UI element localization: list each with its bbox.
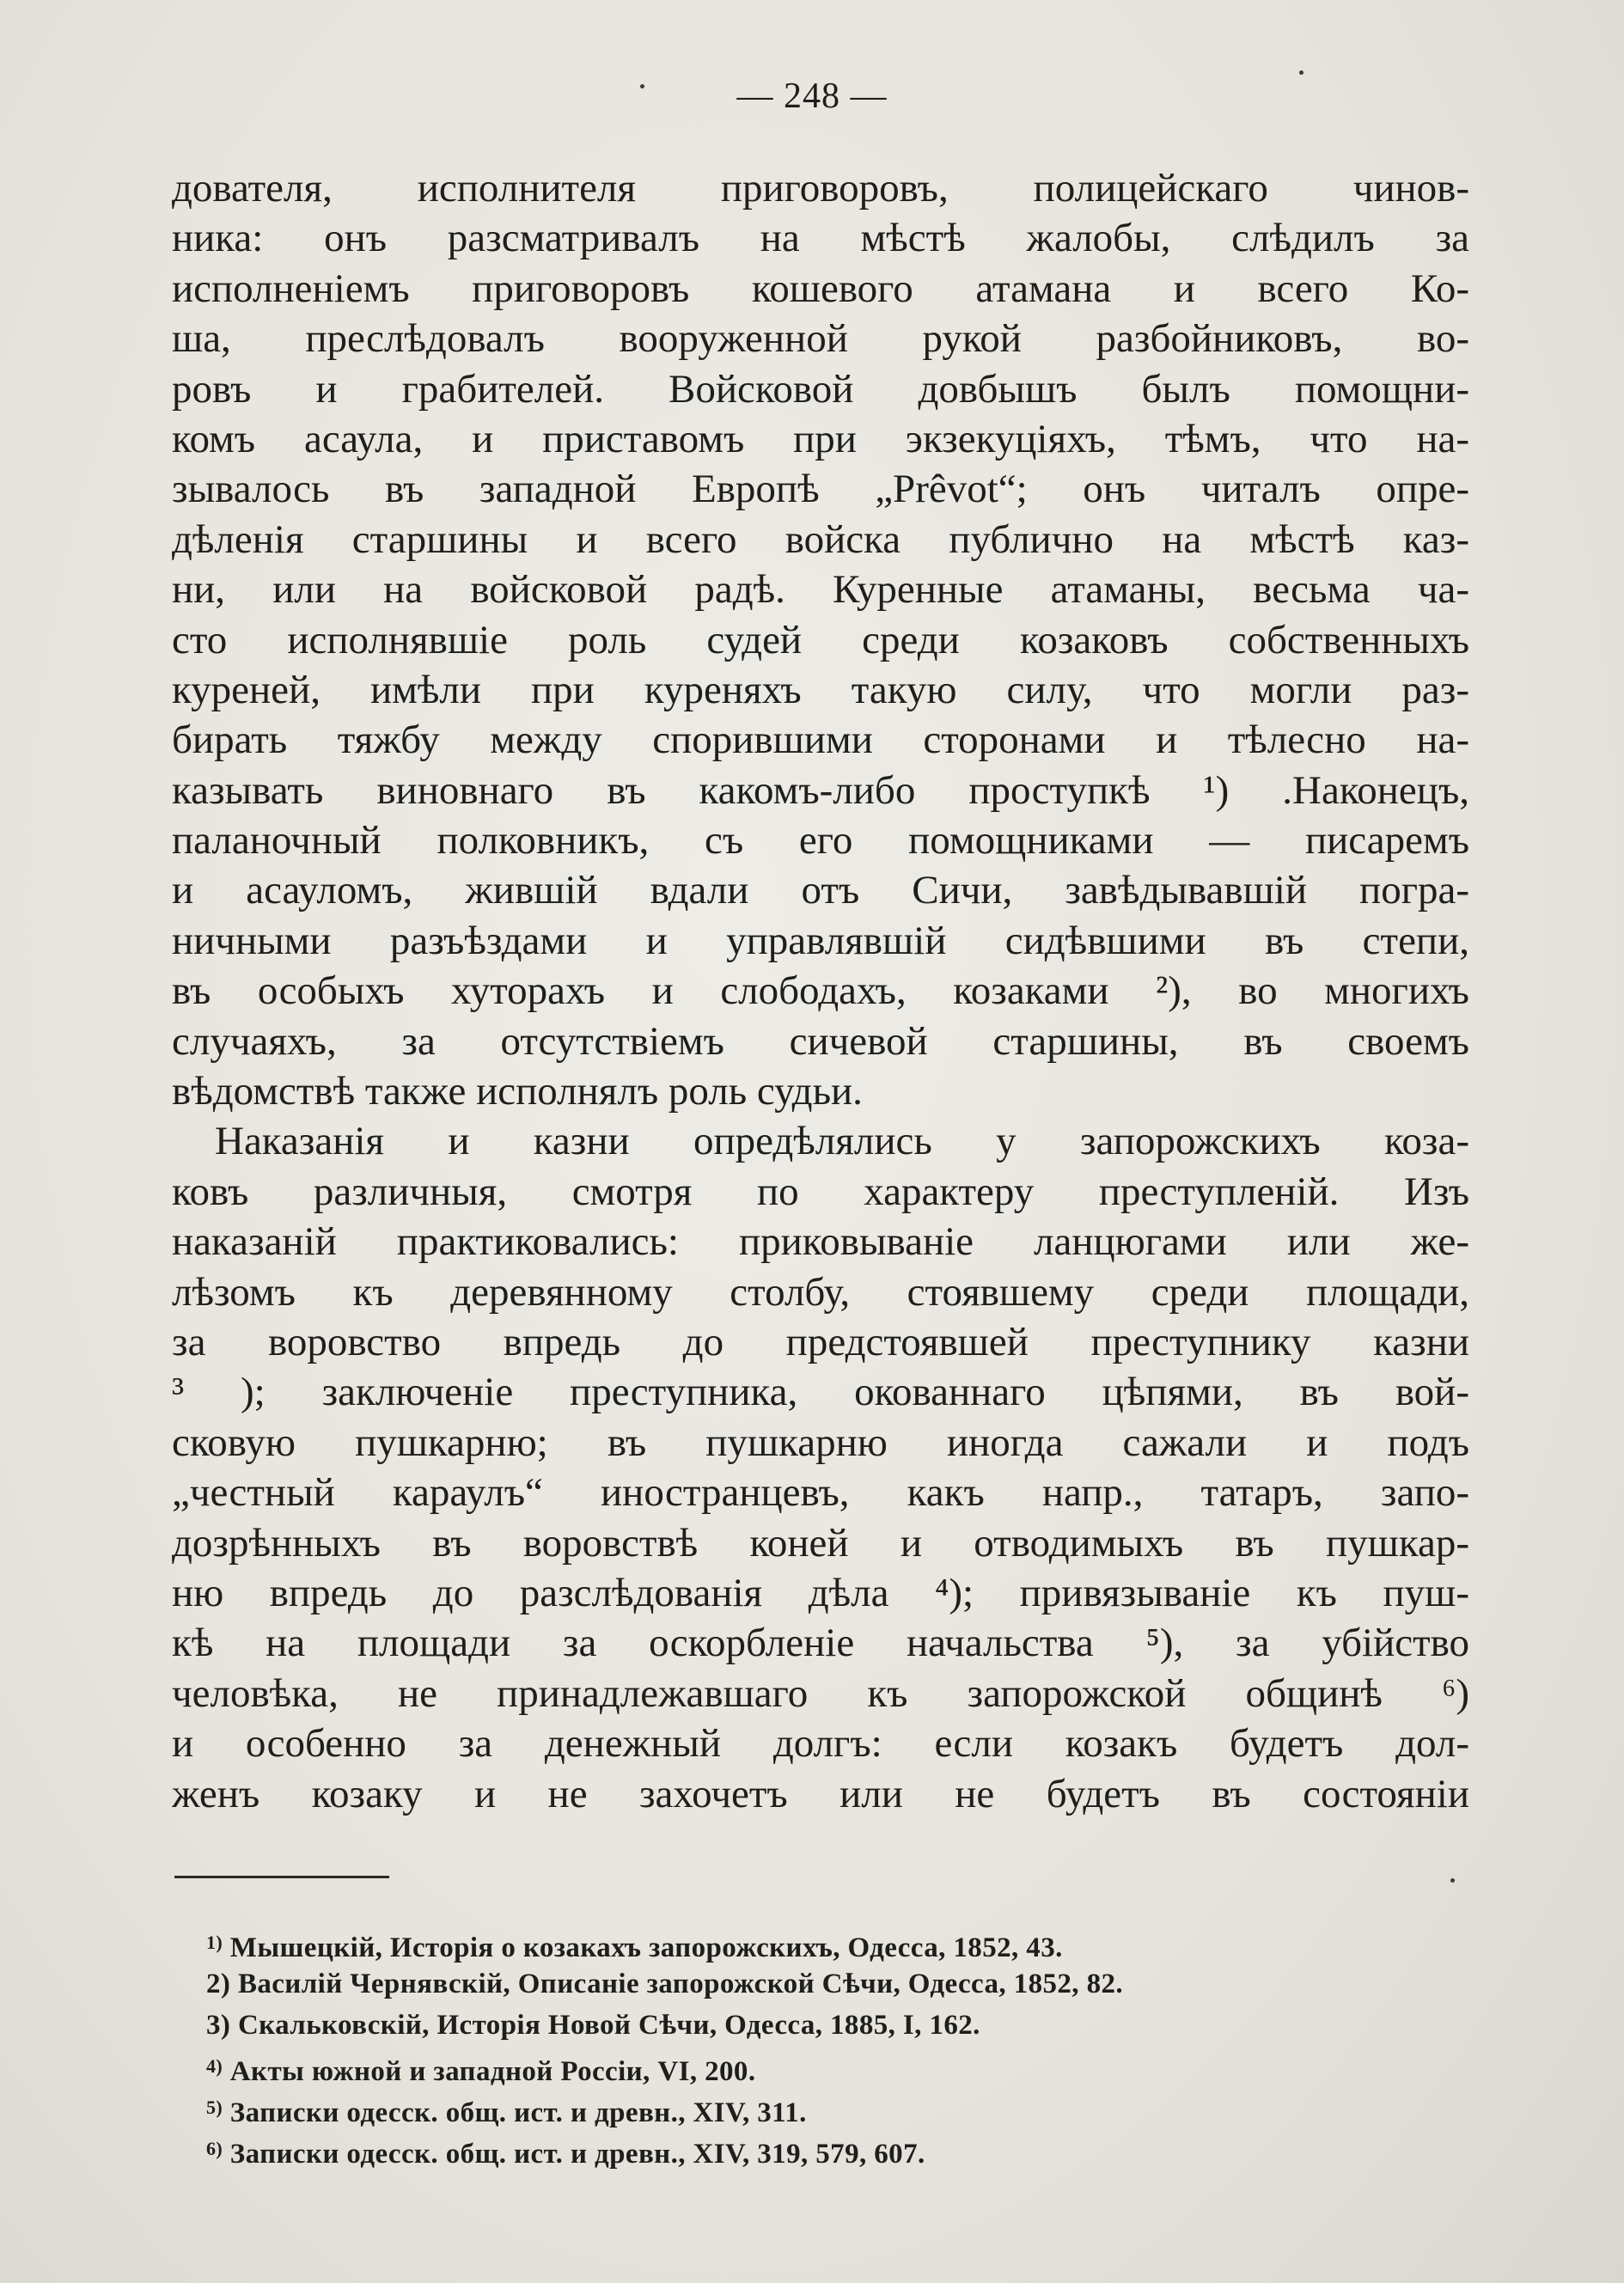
paragraph-end-line: вѣдомствѣ также исполнялъ роль судьи.	[172, 1069, 863, 1114]
footnote-text: Записки одесск. общ. ист. и древн., XIV, 319, 579, 607.	[229, 2139, 925, 2170]
body-text	[172, 163, 1469, 1819]
footnote-text: Василій Чернявскій, Описаніе запорожской Сѣчи, Одесса, 1852, 82.	[237, 1969, 1124, 1999]
text-line: исполненіемъ приговоровъ кошевого атамана и всего Ко-	[172, 266, 1469, 311]
text-line: ника: онъ разсматривалъ на мѣстѣ жалобы, слѣдилъ за	[172, 216, 1469, 261]
footnote	[206, 2005, 1409, 2046]
text-line: ню впредь до разслѣдованія дѣла ⁴); привязываніе къ пуш-	[172, 1570, 1469, 1615]
footnote-mark: 6)	[206, 2138, 223, 2159]
footnote	[206, 2128, 1409, 2170]
text-line: и особенно за денежный долгъ: если козакъ будетъ дол-	[172, 1721, 1469, 1767]
text-line: лѣзомъ къ деревянному столбу, стоявшему среди площади,	[172, 1269, 1469, 1315]
footnotes	[206, 1922, 1409, 2170]
text-line: дователя, исполнителя приговоровъ, полицейскаго чинов-	[172, 166, 1469, 211]
footnote-mark: 1)	[206, 1932, 223, 1953]
text-line: ша, преслѣдовалъ вооруженной рукой разбойниковъ, во-	[172, 316, 1469, 362]
text-line: въ особыхъ хуторахъ и слободахъ, козаками ²), во многихъ	[172, 968, 1469, 1014]
text-line: паланочный полковникъ, съ его помощниками — писаремъ	[172, 818, 1469, 864]
paper-speck	[640, 84, 644, 89]
text-line: сто исполнявшіе роль судей среди козаковъ собственныхъ	[172, 617, 1469, 662]
text-line: дозрѣнныхъ въ воровствѣ коней и отводимыхъ въ пушкар-	[172, 1520, 1469, 1566]
text-line: куреней, имѣли при куреняхъ такую силу, что могли раз-	[172, 667, 1469, 712]
text-line: человѣка, не принадлежавшаго къ запорожской общинѣ ⁶)	[172, 1670, 1469, 1716]
text-line: ковъ различныя, смотря по характеру преступленій. Изъ	[172, 1169, 1469, 1214]
footnote-mark: 2)	[206, 1969, 231, 1999]
text-line: за воровство впредь до предстоявшей преступнику казни	[172, 1319, 1469, 1364]
text-line: бирать тяжбу между спорившими сторонами и тѣлесно на-	[172, 717, 1469, 763]
text-line: ни, или на войсковой радѣ. Куренные атаманы, весьма ча-	[172, 567, 1469, 613]
footnote-mark: 4)	[206, 2055, 223, 2077]
text-line: сковую пушкарню; въ пушкарню иногда сажали и подъ	[172, 1419, 1469, 1465]
footnote	[206, 2087, 1409, 2128]
footnote-text: Скальковскій, Исторія Новой Сѣчи, Одесса, 1885, I, 162.	[237, 2010, 980, 2041]
footnote	[206, 1963, 1409, 2005]
footnote	[206, 1922, 1409, 1963]
footnote-mark: 5)	[206, 2097, 223, 2118]
text-line: дѣленія старшины и всего войска публично на мѣстѣ каз-	[172, 516, 1469, 562]
footnote-text: Мышецкій, Исторія о козакахъ запорожскихъ, Одесса, 1852, 43.	[229, 1932, 1063, 1963]
text-line: женъ козаку и не захочетъ или не будетъ въ состояніи	[172, 1771, 1469, 1816]
text-line: зывалось въ западной Европѣ „Prêvot“; онъ читалъ опре-	[172, 467, 1469, 512]
text-line: случаяхъ, за отсутствіемъ сичевой старшины, въ своемъ	[172, 1018, 1469, 1064]
text-line: „честный караулъ“ иностранцевъ, какъ напр., татаръ, запо-	[172, 1470, 1469, 1516]
paper-speck	[1450, 1878, 1455, 1883]
footnote-text: Акты южной и западной Россіи, VI, 200.	[229, 2056, 756, 2087]
text-line: наказаній практиковались: приковываніе ланцюгами или же-	[172, 1219, 1469, 1265]
text-line: казывать виновнаго въ какомъ-либо проступкѣ ¹) .Наконецъ,	[172, 767, 1469, 813]
page-number: — 248 —	[736, 76, 888, 116]
text-line: комъ асаула, и приставомъ при экзекуціяхъ, тѣмъ, что на-	[172, 416, 1469, 461]
footnote-text: Записки одесск. общ. ист. и древн., XIV, 311.	[229, 2097, 807, 2128]
footnote-separator	[174, 1876, 389, 1878]
paper-speck	[1299, 70, 1303, 75]
footnote	[206, 2046, 1409, 2087]
text-line: кѣ на площади за оскорбленіе начальства ⁵), за убійство	[172, 1621, 1469, 1666]
text-line: ³ ); заключеніе преступника, окованнаго цѣпями, въ вой-	[172, 1370, 1469, 1415]
text-line: и асауломъ, жившій вдали отъ Сичи, завѣдывавшій погра-	[172, 868, 1469, 913]
text-line: ничными разъѣздами и управлявшій сидѣвшими въ степи,	[172, 918, 1469, 963]
paragraph-start-line: Наказанія и казни опредѣлялись у запорожскихъ коза-	[215, 1119, 1469, 1164]
footnote-mark: 3)	[206, 2010, 231, 2041]
text-line: ровъ и грабителей. Войсковой довбышъ былъ помощни-	[172, 366, 1469, 412]
